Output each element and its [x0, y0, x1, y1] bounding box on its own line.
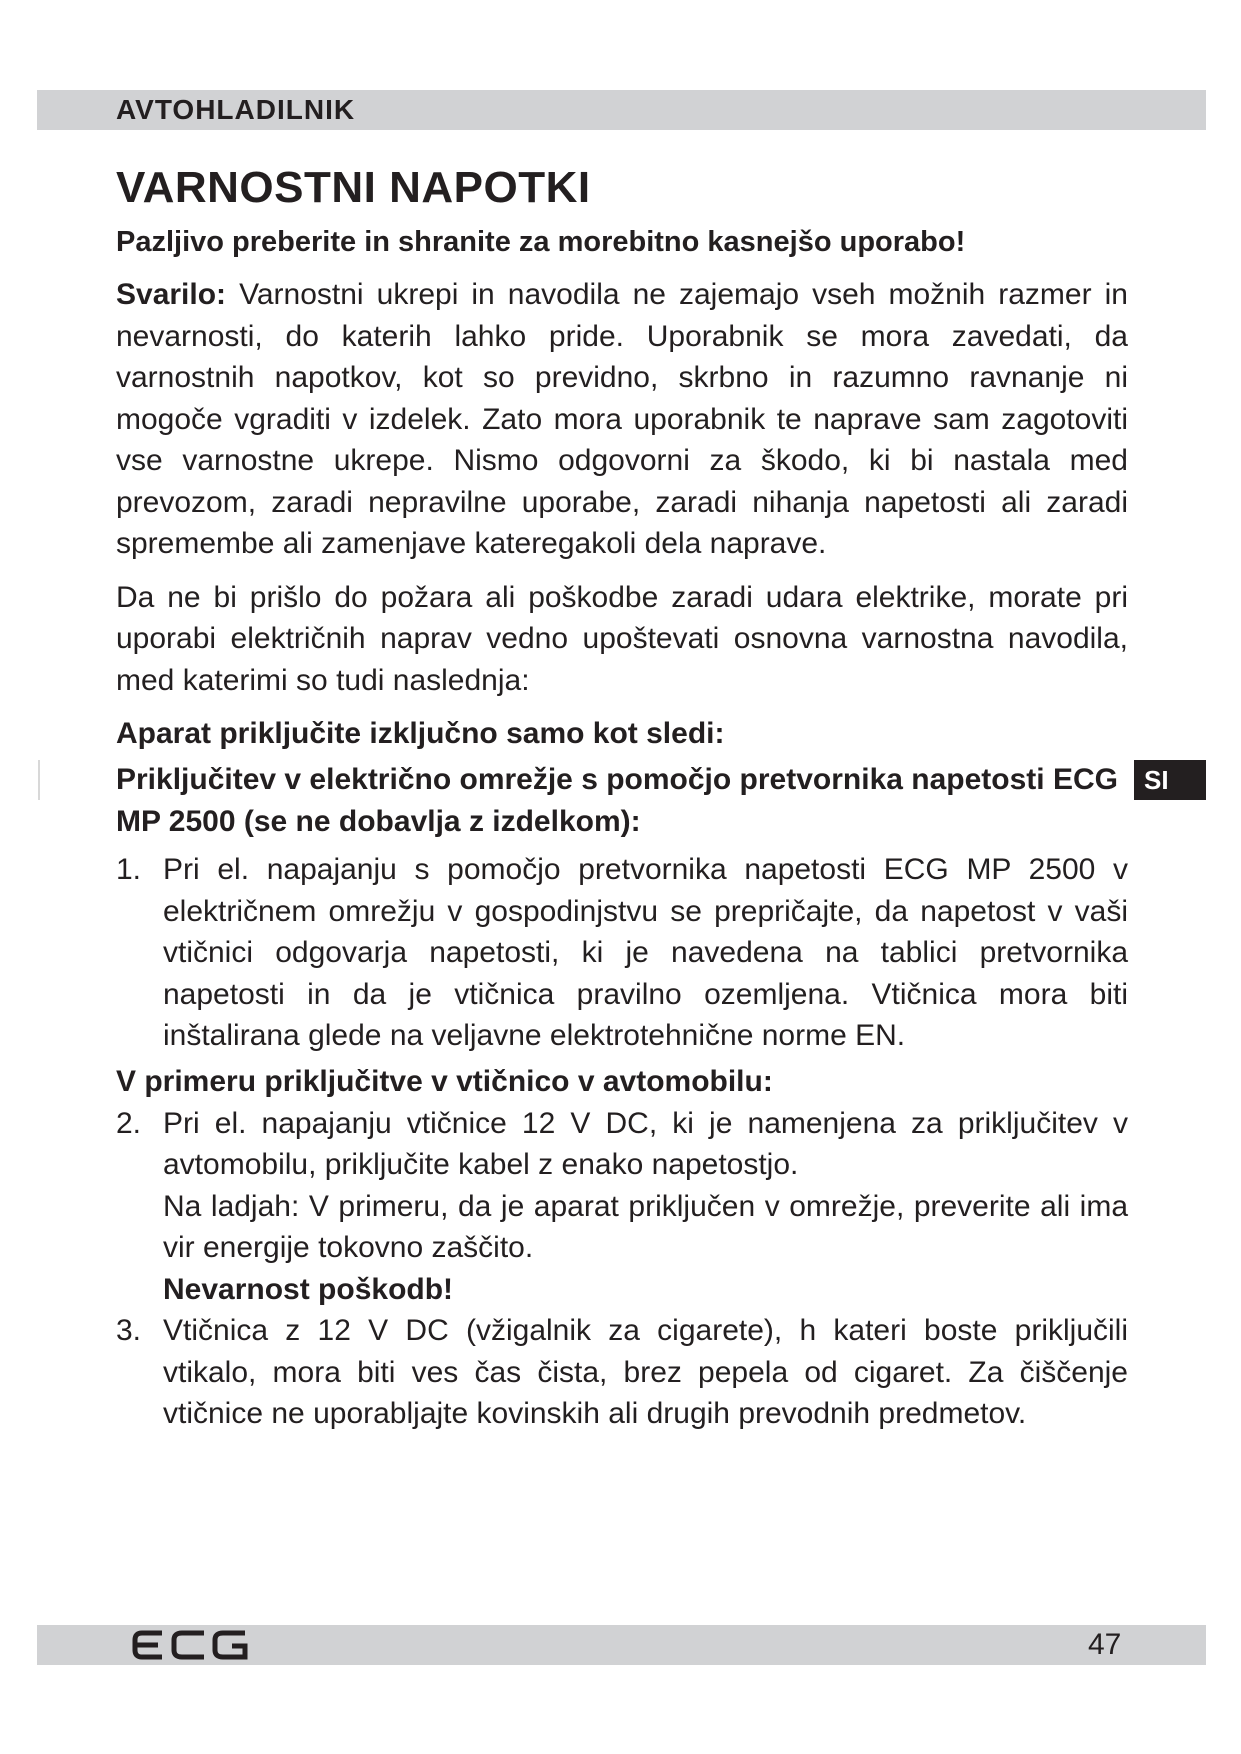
main-content [116, 160, 1128, 1435]
car-heading: V primeru priključitve v vtičnico v avtomobilu: [116, 1064, 773, 1098]
language-tab: SI [1134, 760, 1206, 800]
section-title: AVTOHLADILNIK [116, 94, 356, 125]
ecg-logo [132, 1630, 248, 1660]
list-number: 3. [116, 1314, 142, 1347]
list-item-2 [116, 1103, 1128, 1311]
list-item-3 [116, 1310, 1128, 1435]
list-number: 1. [116, 853, 142, 886]
list-item-1 [116, 849, 1128, 1057]
warning-paragraph [116, 274, 1128, 565]
page-title: VARNOSTNI NAPOTKI [116, 163, 591, 212]
warning-text: Varnostni ukrepi in navodila ne zajemajo vseh možnih razmer in nevarnosti, do katerih lahko pride. Uporabnik se mora zavedati, da varnostnih napotkov, kot so previdno, skrbno in razumno ravnanje ni mogoče vgraditi v izdelek. Zato mora uporabnik te naprave sam zagotoviti vse varnostne ukrepe. Nismo odgovorni za škodo, ki bi nastala med prevozom, zaradi nepravilne uporabe, zaradi nihanja napetosti ali zaradi spremembe ali zamenjave kateregakoli dela naprave. [116, 278, 1128, 560]
margin-mark [38, 760, 40, 800]
subtitle: Pazljivo preberite in shranite za morebitno kasnejšo uporabo! [116, 226, 966, 258]
intro-paragraph: Da ne bi prišlo do požara ali poškodbe zaradi udara elektrike, morate pri uporabi električnih naprav vedno upoštevati osnovna varnostna navodila, med katerimi so tudi naslednja: [116, 580, 1128, 697]
list-item-text: Pri el. napajanju vtičnice 12 V DC, ki je namenjena za priključitev v avtomobilu, priključite kabel z enako napetostjo. [163, 1106, 1128, 1181]
list-number: 2. [116, 1106, 142, 1140]
list-item-text: Vtičnica z 12 V DC (vžigalnik za cigarete), h kateri boste priključili vtikalo, mora biti ves čas čista, brez pepela od cigaret. Za čiščenje vtičnice ne uporabljajte kovinskih ali drugih prevodnih predmetov. [163, 1314, 1128, 1430]
boat-note: Na ladjah: V primeru, da je aparat priključen v omrežje, preverite ali ima vir energije tokovno zaščito. [163, 1189, 1128, 1264]
connect-heading: Aparat priključite izključno samo kot sledi: [116, 717, 725, 750]
page-number: 47 [1088, 1628, 1122, 1661]
injury-warning: Nevarnost poškodb! [163, 1272, 454, 1306]
mains-heading: Priključitev v električno omrežje s pomočjo pretvornika napetosti ECG MP 2500 (se ne dobavlja z izdelkom): [116, 763, 1118, 838]
warning-label: Svarilo: [116, 278, 227, 311]
list-item-text: Pri el. napajanju s pomočjo pretvornika napetosti ECG MP 2500 v električnem omrežju v gospodinjstvu se prepričajte, da napetost v vaši vtičnici odgovarja napetosti, ki je navedena na tablici pretvornika napetosti in da je vtičnica pravilno ozemljena. Vtičnica mora biti inštalirana glede na veljavne elektrotehnične norme EN. [163, 853, 1128, 1052]
